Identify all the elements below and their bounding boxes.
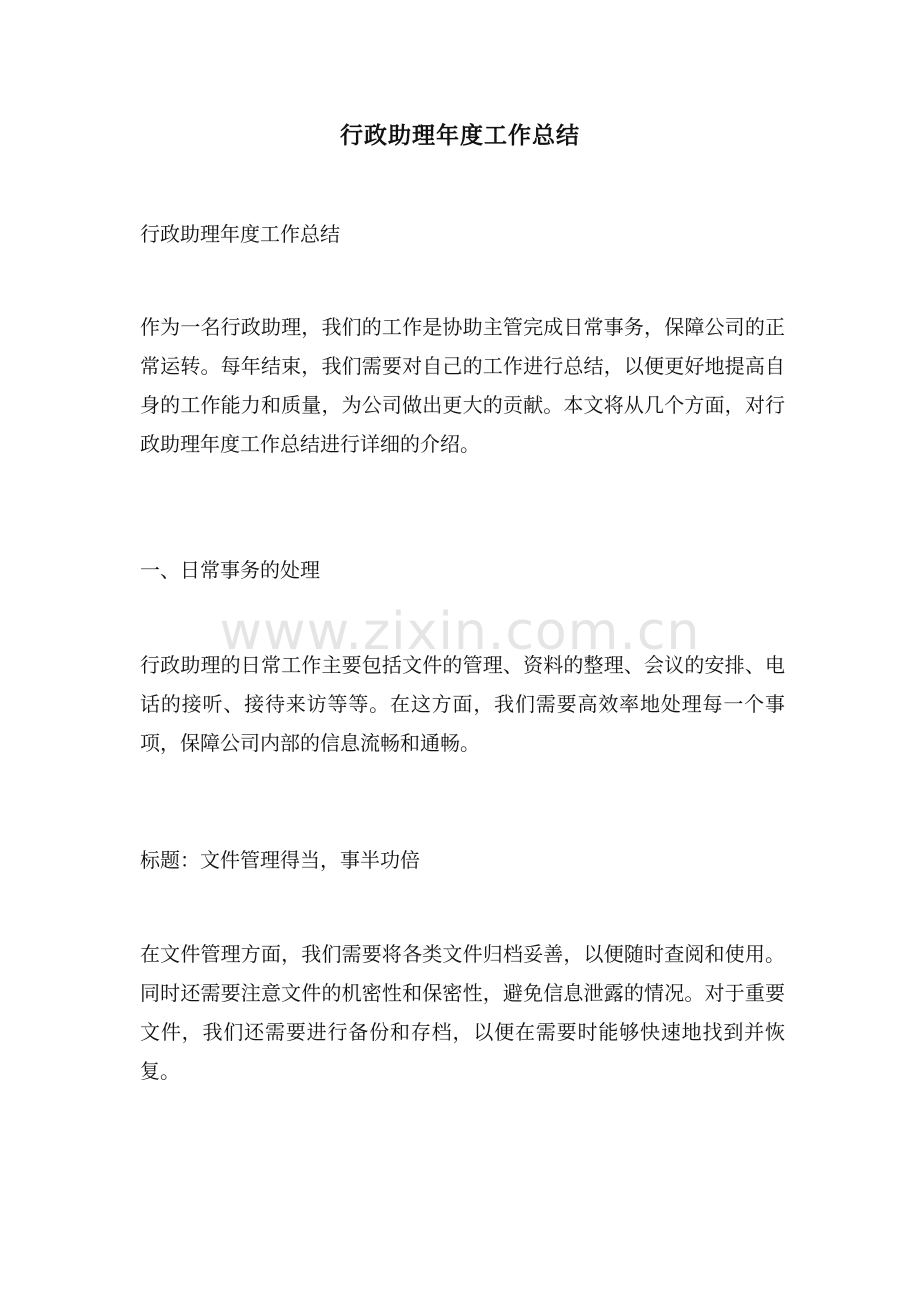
daily-affairs-paragraph: 行政助理的日常工作主要包括文件的管理、资料的整理、会议的安排、电话的接听、接待来访等等。在这方面，我们需要高效率地处理每一个事项，保障公司内部的信息流畅和通畅。 bbox=[140, 653, 785, 755]
file-management-paragraph: 在文件管理方面，我们需要将各类文件归档妥善，以便随时查阅和使用。同时还需要注意文件的机密性和保密性，避免信息泄露的情况。对于重要文件，我们还需要进行备份和存档，以便在需要时能够快速地找到并恢复。 bbox=[140, 942, 785, 1083]
watermark: www.zixin.com.cn bbox=[219, 602, 701, 662]
file-management-heading: 标题：文件管理得当，事半功倍 bbox=[140, 848, 420, 872]
document-subtitle: 行政助理年度工作总结 bbox=[140, 222, 340, 246]
section-heading-daily-affairs: 一、日常事务的处理 bbox=[140, 558, 320, 582]
intro-paragraph: 作为一名行政助理，我们的工作是协助主管完成日常事务，保障公司的正常运转。每年结束，我们需要对自己的工作进行总结，以便更好地提高自身的工作能力和质量，为公司做出更大的贡献。本文将从几个方面，对行政助理年度工作总结进行详细的介绍。 bbox=[140, 315, 785, 456]
document-title: 行政助理年度工作总结 bbox=[340, 122, 580, 149]
